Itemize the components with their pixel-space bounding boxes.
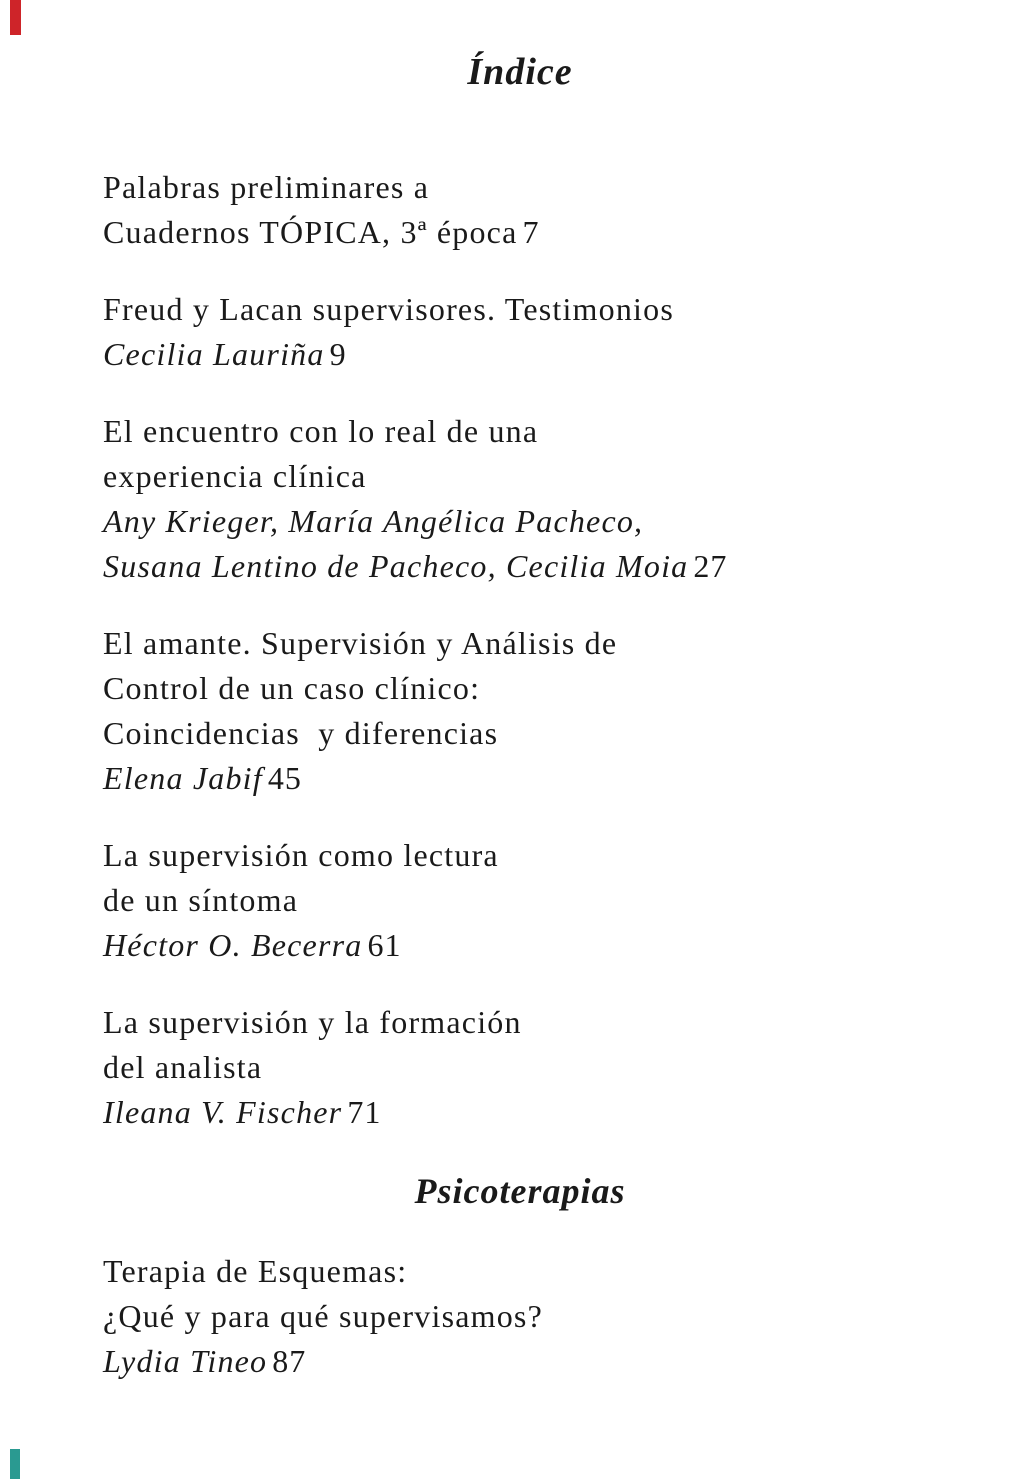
toc-entry-dotted-line <box>103 544 937 589</box>
section-heading: Psicoterapias <box>414 1171 626 1211</box>
toc-entry <box>103 409 937 589</box>
toc-entry-list-psicoterapias <box>103 1249 937 1384</box>
toc-entry-list <box>103 165 937 1135</box>
toc-entry-line: Coincidencias y diferencias <box>103 715 499 751</box>
toc-entry-line: La supervisión como lectura <box>103 837 499 873</box>
page-number: 9 <box>329 336 347 372</box>
toc-entry <box>103 833 937 968</box>
toc-entry-last-line-text: Susana Lentino de Pacheco, Cecilia Moia <box>103 548 689 584</box>
toc-entry-dotted-line <box>103 210 937 255</box>
page-number: 27 <box>693 548 728 584</box>
toc-entry-dotted-line <box>103 756 937 801</box>
toc-entry-last-line-text: Cuadernos TÓPICA, 3ª época <box>103 214 518 250</box>
toc-entry <box>103 165 937 255</box>
toc-entry-line: Freud y Lacan supervisores. Testimonios <box>103 291 674 327</box>
toc-entry-line: experiencia clínica <box>103 458 367 494</box>
toc-entry-last-line-text: Elena Jabif <box>103 760 263 796</box>
page-number: 45 <box>267 760 302 796</box>
toc-entry-line: Control de un caso clínico: <box>103 670 481 706</box>
page-number: 7 <box>522 214 540 250</box>
toc-entry-dotted-line <box>103 332 937 377</box>
scan-artifact-teal-mark <box>10 1449 20 1479</box>
page-number: 87 <box>272 1343 307 1379</box>
page-number: 71 <box>347 1094 382 1130</box>
toc-entry <box>103 621 937 801</box>
toc-entry-dotted-line <box>103 1339 937 1384</box>
toc-entry-line: ¿Qué y para qué supervisamos? <box>103 1298 543 1334</box>
page-title: Índice <box>467 51 573 93</box>
toc-entry <box>103 1000 937 1135</box>
toc-entry-line: de un síntoma <box>103 882 299 918</box>
toc-entry-dotted-line <box>103 923 937 968</box>
toc-entry-line: El amante. Supervisión y Análisis de <box>103 625 618 661</box>
toc-entry-last-line-text: Cecilia Lauriña <box>103 336 325 372</box>
toc-entry <box>103 287 937 377</box>
page-number: 61 <box>367 927 402 963</box>
toc-entry-last-line-text: Héctor O. Becerra <box>103 927 363 963</box>
toc-entry-line: Palabras preliminares a <box>103 169 430 205</box>
toc-entry-last-line-text: Ileana V. Fischer <box>103 1094 343 1130</box>
toc-entry-last-line-text: Lydia Tineo <box>103 1343 268 1379</box>
toc-entry-line: La supervisión y la formación <box>103 1004 522 1040</box>
toc-entry-line: Terapia de Esquemas: <box>103 1253 408 1289</box>
toc-entry-line: del analista <box>103 1049 263 1085</box>
toc-entry-line: Any Krieger, María Angélica Pacheco, <box>103 503 644 539</box>
toc-entry <box>103 1249 937 1384</box>
toc-entry-line: El encuentro con lo real de una <box>103 413 539 449</box>
toc-entry-dotted-line <box>103 1090 937 1135</box>
